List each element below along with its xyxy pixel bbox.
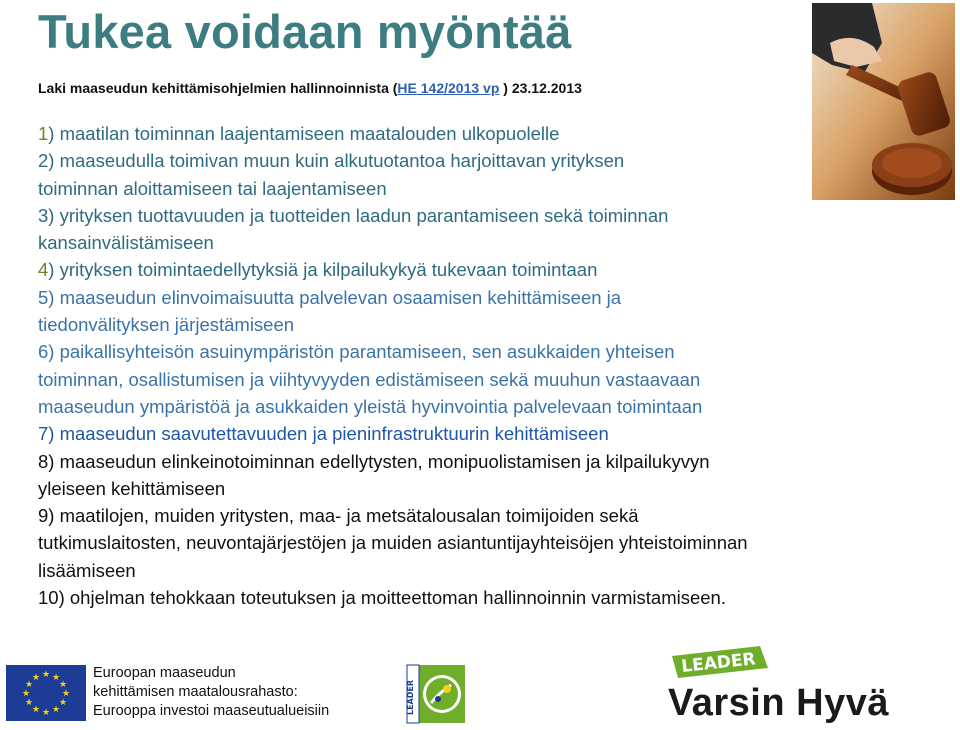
list-item-6-line-1: 6) paikallisyhteisön asuinympäristön parantamiseen, sen asukkaiden yhteisen	[38, 341, 675, 363]
support-list	[38, 120, 928, 611]
svg-text:★: ★	[51, 673, 61, 683]
list-item-6-line-3: maaseudun ympäristöä ja asukkaiden yleistä hyvinvointia palvelevaan toimintaan	[38, 395, 703, 417]
list-item-5-line-2: tiedonvälityksen järjestämiseen	[38, 314, 295, 336]
list-item-5-line-1: 5) maaseudun elinvoimaisuutta palvelevan osaamisen kehittämiseen ja	[38, 286, 622, 308]
list-item-2-line-2: toiminnan aloittamiseen tai laajentamiseen	[38, 177, 387, 199]
svg-text:★: ★	[41, 670, 51, 680]
eu-fund-line-2: kehittämisen maatalousrahasto:	[93, 684, 298, 700]
law-reference-link[interactable]: HE 142/2013 vp	[397, 80, 500, 96]
list-item-1	[38, 120, 928, 147]
eu-flag-icon	[6, 665, 86, 721]
svg-text:★: ★	[41, 708, 51, 718]
eu-fund-text	[93, 664, 329, 721]
list-item-number: 4	[38, 259, 49, 281]
svg-text:★: ★	[58, 698, 68, 708]
leader-badge-text: LEADER	[680, 649, 757, 677]
list-item-4	[38, 256, 928, 283]
list-item-2-line-1: 2) maaseudulla toimivan muun kuin alkutuotantoa harjoittavan yrityksen	[38, 150, 625, 172]
list-item-3-line-2: kansainvälistämiseen	[38, 232, 214, 254]
list-item-9-line-2: tutkimuslaitosten, neuvontajärjestöjen ja muiden asiantuntijayhteisöjen yhteistoiminnan	[38, 532, 748, 554]
svg-text:★: ★	[21, 689, 31, 699]
svg-text:★: ★	[24, 680, 34, 690]
list-item-7: 7) maaseudun saavutettavuuden ja pieninfrastruktuurin kehittämiseen	[38, 423, 609, 445]
list-item-number: 1	[38, 123, 49, 144]
svg-text:★: ★	[58, 680, 68, 690]
svg-text:★: ★	[31, 705, 41, 715]
law-reference	[38, 80, 582, 96]
svg-text:★: ★	[31, 673, 41, 683]
svg-text:★: ★	[61, 689, 71, 699]
list-item-6-line-2: toiminnan, osallistumisen ja viihtyvyyden edistämiseen sekä muuhun vastaavaan	[38, 368, 701, 390]
leader-emblem-text: LEADER	[406, 679, 415, 715]
law-reference-before: Laki maaseudun kehittämisohjelmien hallinnoinnista (	[38, 80, 398, 96]
list-item-3-line-1: 3) yrityksen tuottavuuden ja tuotteiden laadun parantamiseen sekä toiminnan	[38, 204, 669, 226]
list-item-9-line-1: 9) maatilojen, muiden yritysten, maa- ja metsätalousalan toimijoiden sekä	[38, 505, 639, 527]
svg-text:★: ★	[24, 698, 34, 708]
list-item-text: ) maatilan toiminnan laajentamiseen maatalouden ulkopuolelle	[48, 123, 560, 144]
law-reference-after: ) 23.12.2013	[499, 80, 582, 96]
list-item-10: 10) ohjelman tehokkaan toteutuksen ja moitteettoman hallinnoinnin varmistamiseen.	[38, 587, 726, 609]
list-item-text: ) yrityksen toimintaedellytyksiä ja kilpailukykyä tukevaan toimintaan	[48, 259, 598, 281]
gavel-photo	[812, 3, 955, 200]
page-title: Tukea voidaan myöntää	[38, 5, 572, 58]
list-item-9-line-3: lisäämiseen	[38, 559, 136, 581]
list-item-8-line-1: 8) maaseudun elinkeinotoiminnan edellytysten, monipuolistamisen ja kilpailukyvyn	[38, 450, 710, 472]
eu-fund-line-3: Eurooppa investoi maaseutualueisiin	[93, 703, 330, 719]
brand-name: Varsin Hyvä	[668, 682, 889, 724]
svg-text:★: ★	[51, 705, 61, 715]
leader-emblem-icon	[405, 663, 467, 725]
leader-badge-icon	[668, 642, 772, 682]
eu-fund-line-1: Euroopan maaseudun	[93, 665, 236, 681]
list-item-8-line-2: yleiseen kehittämiseen	[38, 477, 226, 499]
